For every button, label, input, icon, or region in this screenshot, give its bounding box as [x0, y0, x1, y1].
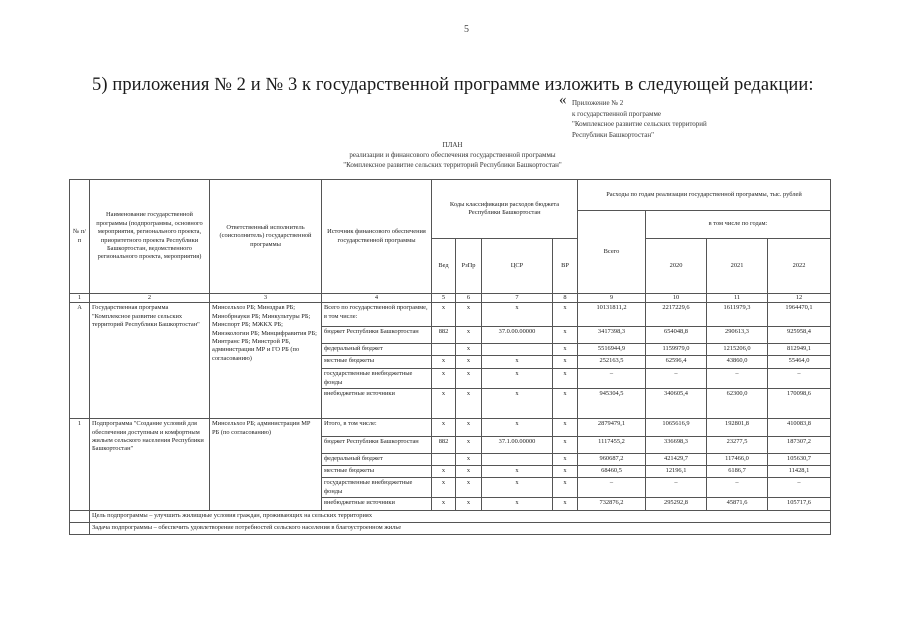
header-vr: ВР — [553, 239, 578, 294]
amendment-heading: 5) приложения № 2 и № 3 к государственной программе изложить в следующей редакции: — [92, 75, 814, 95]
year-2020-cell: 2217229,6 — [646, 303, 707, 327]
task-text: Задача подпрограммы – обеспечить удовлетворение потребностей сельского населения в благоустроенном жилье — [90, 523, 831, 535]
year-2022-cell: 170098,6 — [768, 389, 831, 419]
csr-cell: x — [482, 389, 553, 419]
header-executor: Ответственный исполнитель (соисполнитель) государственной программы — [210, 180, 322, 294]
header-year-2020: 2020 — [646, 239, 707, 294]
year-2022-cell: 812949,1 — [768, 344, 831, 356]
source-cell: внебюджетные источники — [322, 389, 432, 419]
year-2022-cell: 410083,8 — [768, 419, 831, 437]
csr-cell: x — [482, 419, 553, 437]
ved-cell: x — [432, 356, 456, 369]
column-number: 10 — [646, 294, 707, 303]
goal-text: Цель подпрограммы – улучшить жилищные условия граждан, проживающих на сельских территориях — [90, 511, 831, 523]
header-incl-years: в том числе по годам: — [646, 211, 831, 239]
task-row — [70, 523, 831, 535]
appendix-line: Приложение № 2 — [572, 99, 624, 107]
total-cell: 68460,5 — [578, 466, 646, 478]
year-2022-cell: 105630,7 — [768, 454, 831, 466]
vr-cell: x — [553, 498, 578, 511]
year-2021-cell: 290613,3 — [707, 327, 768, 344]
csr-cell — [482, 454, 553, 466]
csr-cell: x — [482, 478, 553, 498]
total-cell: 1117455,2 — [578, 437, 646, 454]
ved-cell: x — [432, 419, 456, 437]
vr-cell: x — [553, 389, 578, 419]
csr-cell: 37.0.00.00000 — [482, 327, 553, 344]
year-2020-cell: 1159979,0 — [646, 344, 707, 356]
rzpr-cell: x — [456, 344, 482, 356]
csr-cell: x — [482, 356, 553, 369]
column-number: 9 — [578, 294, 646, 303]
header-expenses: Расходы по годам реализации государственной программы, тыс. рублей — [578, 180, 831, 211]
page-number: 5 — [464, 24, 469, 35]
year-2022-cell: 11428,1 — [768, 466, 831, 478]
source-cell: Всего по государственной программе, в том числе: — [322, 303, 432, 327]
source-cell: бюджет Республики Башкортостан — [322, 327, 432, 344]
plan-title-line: "Комплексное развитие сельских территорий Республики Башкортостан" — [343, 161, 562, 169]
vr-cell: x — [553, 478, 578, 498]
appendix-line: "Комплексное развитие сельских территорий — [572, 120, 707, 128]
total-cell: 5516944,9 — [578, 344, 646, 356]
ved-cell: 882 — [432, 437, 456, 454]
appendix-line: Республики Башкортостан" — [572, 130, 654, 139]
header-ved: Вед — [432, 239, 456, 294]
ved-cell: x — [432, 498, 456, 511]
total-cell: – — [578, 478, 646, 498]
header-num: № п/п — [70, 180, 90, 294]
total-cell: 2879479,1 — [578, 419, 646, 437]
total-cell: 960687,2 — [578, 454, 646, 466]
opening-quote-mark: « — [559, 92, 567, 108]
source-cell: местные бюджеты — [322, 356, 432, 369]
vr-cell: x — [553, 344, 578, 356]
source-cell: федеральный бюджет — [322, 454, 432, 466]
year-2021-cell: – — [707, 478, 768, 498]
rzpr-cell: x — [456, 419, 482, 437]
plan-title — [0, 140, 905, 170]
rzpr-cell: x — [456, 356, 482, 369]
ved-cell: x — [432, 478, 456, 498]
year-2021-cell: – — [707, 369, 768, 389]
header-csr: ЦСР — [482, 239, 553, 294]
year-2022-cell: 1964470,1 — [768, 303, 831, 327]
column-number: 1 — [70, 294, 90, 303]
year-2021-cell: 62300,0 — [707, 389, 768, 419]
csr-cell: x — [482, 466, 553, 478]
year-2022-cell: – — [768, 369, 831, 389]
plan-title-line: реализации и финансового обеспечения государственной программы — [349, 151, 556, 159]
year-2021-cell: 45871,6 — [707, 498, 768, 511]
header-codes: Коды классификации расходов бюджета Республики Башкортостан — [432, 180, 578, 239]
row-num: 1 — [70, 419, 90, 511]
table-row — [70, 303, 831, 327]
appendix-note — [572, 98, 707, 140]
subprogram-executor: Минсельхоз РБ; администрации МР РБ (по согласованию) — [210, 419, 322, 511]
header-source: Источник финансового обеспечения государственной программы — [322, 180, 432, 294]
appendix-line: к государственной программе — [572, 109, 661, 118]
header-rzpr: РзПр — [456, 239, 482, 294]
ved-cell: x — [432, 389, 456, 419]
plan-table — [69, 179, 831, 535]
header-year-2021: 2021 — [707, 239, 768, 294]
rzpr-cell: x — [456, 454, 482, 466]
vr-cell: x — [553, 466, 578, 478]
rzpr-cell: x — [456, 389, 482, 419]
column-number: 11 — [707, 294, 768, 303]
year-2021-cell: 117466,0 — [707, 454, 768, 466]
rzpr-cell: x — [456, 303, 482, 327]
year-2020-cell: 1065616,9 — [646, 419, 707, 437]
year-2020-cell: 62596,4 — [646, 356, 707, 369]
year-2020-cell: – — [646, 478, 707, 498]
rzpr-cell: x — [456, 369, 482, 389]
year-2021-cell: 1611979,3 — [707, 303, 768, 327]
rzpr-cell: x — [456, 478, 482, 498]
ved-cell: 882 — [432, 327, 456, 344]
year-2020-cell: 12196,1 — [646, 466, 707, 478]
ved-cell — [432, 344, 456, 356]
year-2020-cell: 340605,4 — [646, 389, 707, 419]
header-name: Наименование государственной программы (подпрограммы, основного мероприятия, регионального проекта, приоритетного проекта Республики Башкортостан, ведомственного регионального проекта, мероприятия) — [90, 180, 210, 294]
total-cell: 732876,2 — [578, 498, 646, 511]
total-cell: 3417398,3 — [578, 327, 646, 344]
year-2022-cell: 187307,2 — [768, 437, 831, 454]
vr-cell: x — [553, 419, 578, 437]
subprogram-name: Подпрограмма "Создание условий для обеспечения доступным и комфортным жильем сельского населения Республики Башкортостан" — [90, 419, 210, 511]
goal-num-cell — [70, 511, 90, 523]
plan-title-line: ПЛАН — [442, 141, 463, 149]
ved-cell: x — [432, 303, 456, 327]
column-number-row — [70, 294, 831, 303]
ved-cell: x — [432, 466, 456, 478]
header-total: Всего — [578, 211, 646, 294]
total-cell: – — [578, 369, 646, 389]
row-num: А — [70, 303, 90, 419]
program-name: Государственная программа "Комплексное развитие сельских территорий Республики Башкортостан" — [90, 303, 210, 419]
vr-cell: x — [553, 369, 578, 389]
year-2021-cell: 23277,5 — [707, 437, 768, 454]
rzpr-cell: x — [456, 327, 482, 344]
column-number: 6 — [456, 294, 482, 303]
year-2020-cell: 295292,8 — [646, 498, 707, 511]
source-cell: государственные внебюджетные фонды — [322, 369, 432, 389]
column-number: 2 — [90, 294, 210, 303]
total-cell: 10131811,2 — [578, 303, 646, 327]
year-2020-cell: 654048,8 — [646, 327, 707, 344]
source-cell: внебюджетные источники — [322, 498, 432, 511]
year-2021-cell: 192801,8 — [707, 419, 768, 437]
header-year-2022: 2022 — [768, 239, 831, 294]
year-2022-cell: – — [768, 478, 831, 498]
csr-cell: 37.1.00.00000 — [482, 437, 553, 454]
total-cell: 252163,5 — [578, 356, 646, 369]
ved-cell: x — [432, 369, 456, 389]
vr-cell: x — [553, 454, 578, 466]
source-cell: местные бюджеты — [322, 466, 432, 478]
year-2022-cell: 105717,6 — [768, 498, 831, 511]
year-2021-cell: 1215206,0 — [707, 344, 768, 356]
column-number: 4 — [322, 294, 432, 303]
source-cell: государственные внебюджетные фонды — [322, 478, 432, 498]
csr-cell — [482, 344, 553, 356]
year-2020-cell: 336698,3 — [646, 437, 707, 454]
column-number: 8 — [553, 294, 578, 303]
source-cell: бюджет Республики Башкортостан — [322, 437, 432, 454]
column-number: 5 — [432, 294, 456, 303]
column-number: 7 — [482, 294, 553, 303]
year-2022-cell: 55464,0 — [768, 356, 831, 369]
vr-cell: x — [553, 437, 578, 454]
source-cell: Итого, в том числе: — [322, 419, 432, 437]
goal-row — [70, 511, 831, 523]
column-number: 12 — [768, 294, 831, 303]
year-2020-cell: 421429,7 — [646, 454, 707, 466]
year-2022-cell: 925958,4 — [768, 327, 831, 344]
csr-cell: x — [482, 303, 553, 327]
rzpr-cell: x — [456, 498, 482, 511]
vr-cell: x — [553, 356, 578, 369]
program-executor: Минсельхоз РБ; Минздрав РБ; Минобрнауки РБ; Минкультуры РБ; Минспорт РБ; МЖКХ РБ; Минэкологии РБ; Минцифравития РБ; Минтранс РБ; Минстрой РБ, администрации МР и ГО РБ (по согласованию) — [210, 303, 322, 419]
year-2021-cell: 6186,7 — [707, 466, 768, 478]
table-row — [70, 419, 831, 437]
rzpr-cell: x — [456, 437, 482, 454]
ved-cell — [432, 454, 456, 466]
task-num-cell — [70, 523, 90, 535]
year-2021-cell: 43860,0 — [707, 356, 768, 369]
total-cell: 945304,5 — [578, 389, 646, 419]
csr-cell: x — [482, 369, 553, 389]
source-cell: федеральный бюджет — [322, 344, 432, 356]
column-number: 3 — [210, 294, 322, 303]
csr-cell: x — [482, 498, 553, 511]
rzpr-cell: x — [456, 466, 482, 478]
year-2020-cell: – — [646, 369, 707, 389]
vr-cell: x — [553, 303, 578, 327]
vr-cell: x — [553, 327, 578, 344]
